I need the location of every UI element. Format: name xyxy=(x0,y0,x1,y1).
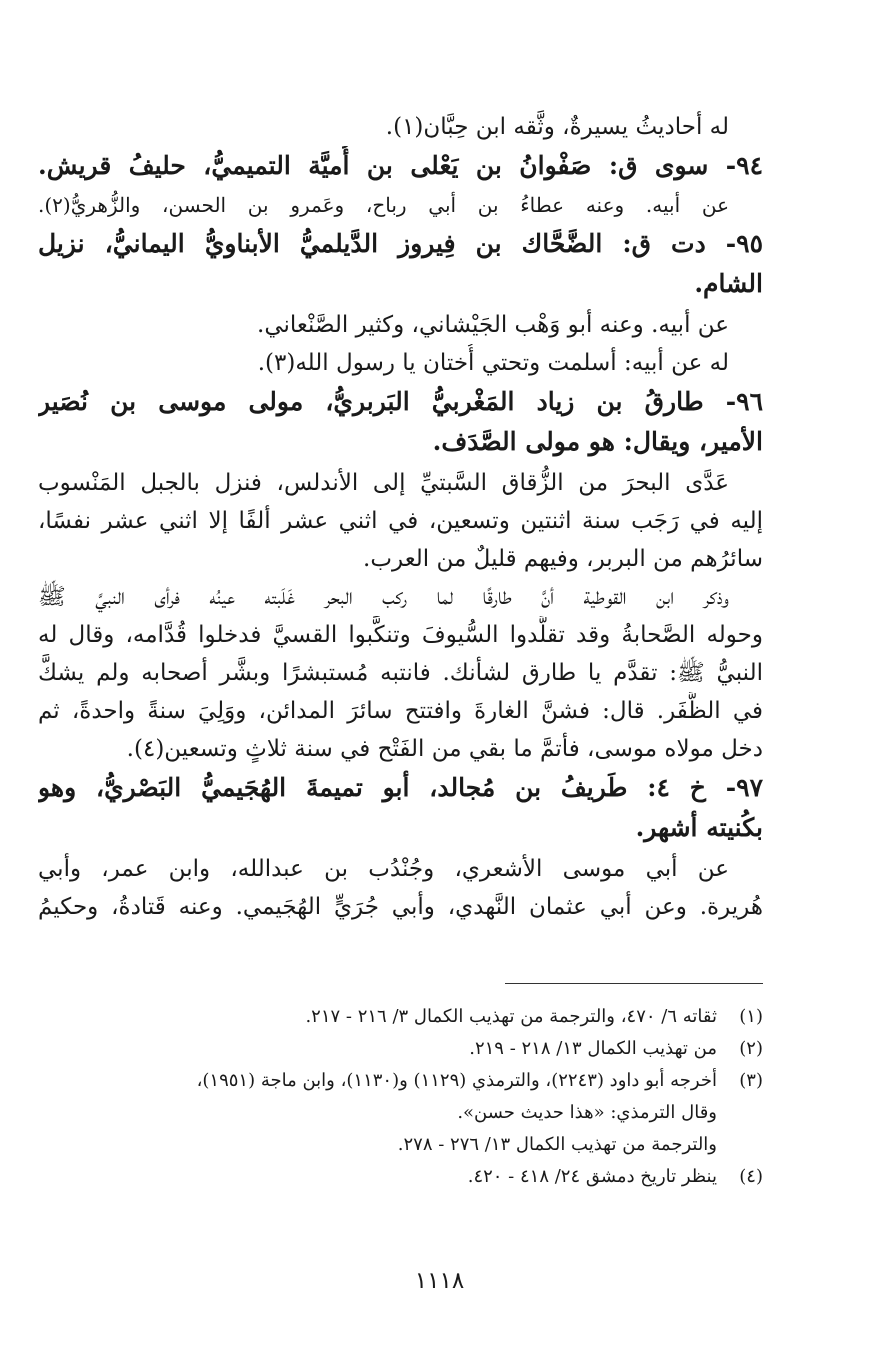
footnote-text: والترجمة من تهذيب الكمال ١٣/ ٢٧٦ - ٢٧٨. xyxy=(397,1134,717,1155)
text-line: في الظَّفَر. قال: فشنَّ الغارةَ وافتتح سائرَ المدائن، ووَلِيَ سنةً واحدةً، ثم xyxy=(38,698,763,724)
entry-heading-95: ٩٥- دت ق: الضَّحَّاك بن فِيروز الدَّيلميُّ الأبناويُّ اليمانيُّ، نزيل xyxy=(38,229,763,258)
text-line: له عن أبيه: أسلمت وتحتي أُختان يا رسول الله(٣). xyxy=(257,350,729,376)
text-line: دخل مولاه موسى، فأتمَّ ما بقي من الفَتْح في سنة ثلاثٍ وتسعين(٤). xyxy=(126,736,763,762)
footnote-3-cont xyxy=(39,1129,763,1161)
entry-heading-97-cont: بكُنيته أشهر. xyxy=(635,813,763,842)
footnote-number: (٢) xyxy=(739,1038,763,1059)
main-text xyxy=(38,108,763,926)
footnote-number: (١) xyxy=(739,1006,763,1027)
entry-heading-97: ٩٧- خ ٤: طَريفُ بن مُجالد، أبو تميمةَ الهُجَيميُّ البَصْريُّ، وهو xyxy=(38,773,763,802)
text-line: عن أبي موسى الأشعري، وجُنْدُب بن عبدالله، وابن عمر، وأبي xyxy=(38,856,730,882)
footnote-2 xyxy=(39,1033,763,1065)
footnote-text: ينظر تاريخ دمشق ٢٤/ ٤١٨ - ٤٢٠. xyxy=(467,1166,717,1187)
text-line: هُريرة. وعن أبي عثمان النَّهدي، وأبي جُرَيٍّ الهُجَيمي. وعنه قَتادةُ، وحكيمُ xyxy=(38,894,763,920)
footnote-4 xyxy=(39,1161,763,1193)
entry-heading-95-cont: الشام. xyxy=(694,269,763,298)
entry-heading-96-cont: الأمير، ويقال: هو مولى الصَّدَف. xyxy=(432,427,763,456)
text-line: وذكر ابن القوطية أنَّ طارقًا لما ركب البحر غَلَبته عينُه فرأى النبيَّ ﷺ xyxy=(38,584,729,610)
entry-heading-94: ٩٤- سوى ق: صَفْوانُ بن يَعْلى بن أُميَّة التميميُّ، حليفُ قريش. xyxy=(38,151,763,180)
footnote-text: ثقاته ٦/ ٤٧٠، والترجمة من تهذيب الكمال ٣/ ٢١٦ - ٢١٧. xyxy=(305,1006,717,1027)
footnote-divider xyxy=(505,983,763,984)
text-line: عَدَّى البحرَ من الزُّقاق السَّبتيِّ إلى الأندلس، فنزل بالجبل المَنْسوب xyxy=(38,470,729,496)
text-line: إليه في رَجَب سنة اثنتين وتسعين، في اثني عشر ألفًا إلا اثني عشر نفسًا، xyxy=(38,508,763,534)
page-number: ١١١٨ xyxy=(414,1268,465,1294)
text-line: عن أبيه. وعنه عطاءُ بن أبي رباح، وعَمرو بن الحسن، والزُّهريُّ(٢). xyxy=(38,193,729,217)
text-line: وحوله الصَّحابةُ وقد تقلَّدوا السُّيوفَ وتنكَّبوا القسيَّ فدخلوا قُدَّامه، وقال له xyxy=(38,622,763,648)
entry-heading-96: ٩٦- طارقُ بن زياد المَغْربيُّ البَربريُّ، مولى موسى بن نُصَير xyxy=(38,387,763,416)
footnote-1 xyxy=(39,1001,763,1033)
text-line: له أحاديثُ يسيرةٌ، وثَّقه ابن حِبَّان(١). xyxy=(385,114,729,140)
footnote-3-cont xyxy=(39,1097,763,1129)
text-line: عن أبيه. وعنه أبو وَهْب الجَيْشاني، وكثير الصَّنْعاني. xyxy=(257,312,729,338)
footnote-number: (٣) xyxy=(739,1070,763,1091)
footnote-text: وقال الترمذي: «هذا حديث حسن». xyxy=(457,1102,717,1123)
footnote-3 xyxy=(39,1065,763,1097)
footnote-text: من تهذيب الكمال ١٣/ ٢١٨ - ٢١٩. xyxy=(469,1038,717,1059)
text-line: سائرُهم من البربر، وفيهم قليلٌ من العرب. xyxy=(363,546,763,572)
footnote-number: (٤) xyxy=(739,1166,763,1187)
footnotes xyxy=(39,1001,763,1193)
text-line: النبيُّ ﷺ: تقدَّم يا طارق لشأنك. فانتبه مُستبشرًا وبشَّر أصحابه ولم يشكَّ xyxy=(38,660,763,686)
footnote-text: أخرجه أبو داود (٢٢٤٣)، والترمذي (١١٢٩) و(١١٣٠)، وابن ماجة (١٩٥١)، xyxy=(196,1070,717,1091)
